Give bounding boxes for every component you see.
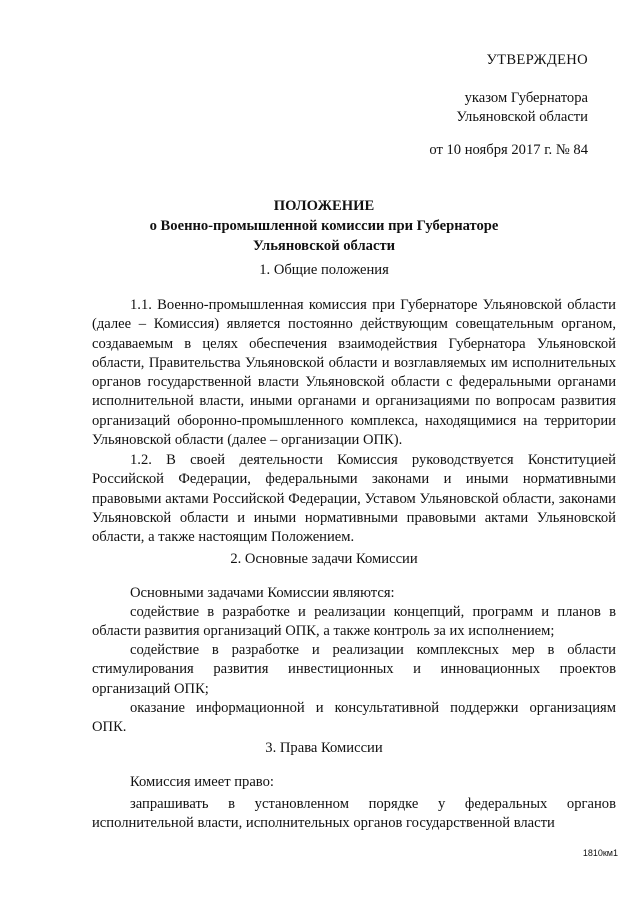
section-3-item-1: запрашивать в установленном порядке у федеральных органов исполнительной власти, исполнительных органов государственной власти xyxy=(92,796,616,832)
section-1-heading: 1. Общие положения xyxy=(259,262,389,278)
section-1-paragraph-2: 1.2. В своей деятельности Комиссия руководствуется Конституцией Российской Федерации, федеральными законами и иными нормативными правовыми актами Российской Федерации, Уставом Ульяновской области, законами Ульяновской области и иными нормативными правовыми актами Ульяновской области, а также настоящим Положением. xyxy=(92,452,616,546)
section-1-paragraph-1: 1.1. Военно-промышленная комиссия при Губернаторе Ульяновской области (далее – Комиссия) является постоянно действующим совещательным органом, создаваемым в целях обеспечения взаимодействия Губернатора Ульяновской области, Правительства Ульяновской области и возглавляемых им исполнительных органов государственной власти Ульяновской области с федеральными органами исполнительной власти, иными органами и организациями по вопросам развития организаций оборонно-промышленного комплекса, находящимися на территории Ульяновской области (далее – организации ОПК). xyxy=(92,297,616,449)
section-3-heading: 3. Права Комиссии xyxy=(265,740,383,756)
title-main: ПОЛОЖЕНИЕ xyxy=(273,198,375,214)
section-2-item-3: оказание информационной и консультативной поддержки организациям ОПК. xyxy=(92,700,616,736)
footer-code: 1810км1 xyxy=(582,848,618,858)
approval-date: от 10 ноября 2017 г. № 84 xyxy=(429,142,588,158)
approval-line-2: Ульяновской области xyxy=(456,109,588,125)
approved-label: УТВЕРЖДЕНО xyxy=(486,52,588,68)
section-2-item-1: содействие в разработке и реализации концепций, программ и планов в области развития организаций ОПК, а также контроль за их исполнением; xyxy=(92,604,616,640)
section-2-item-2: содействие в разработке и реализации комплексных мер в области стимулирования развития инвестиционных и инновационных проектов организаций ОПК; xyxy=(92,642,616,697)
approval-stamp xyxy=(348,52,588,160)
section-2-intro: Основными задачами Комиссии являются: xyxy=(130,585,395,601)
approval-line-1: указом Губернатора xyxy=(464,90,588,106)
title-subtitle-2: Ульяновской области xyxy=(252,238,396,254)
section-2-heading: 2. Основные задачи Комиссии xyxy=(230,551,418,567)
document-title xyxy=(98,196,550,256)
title-subtitle-1: о Военно-промышленной комиссии при Губернаторе xyxy=(149,218,499,234)
section-3-intro: Комиссия имеет право: xyxy=(130,774,274,790)
